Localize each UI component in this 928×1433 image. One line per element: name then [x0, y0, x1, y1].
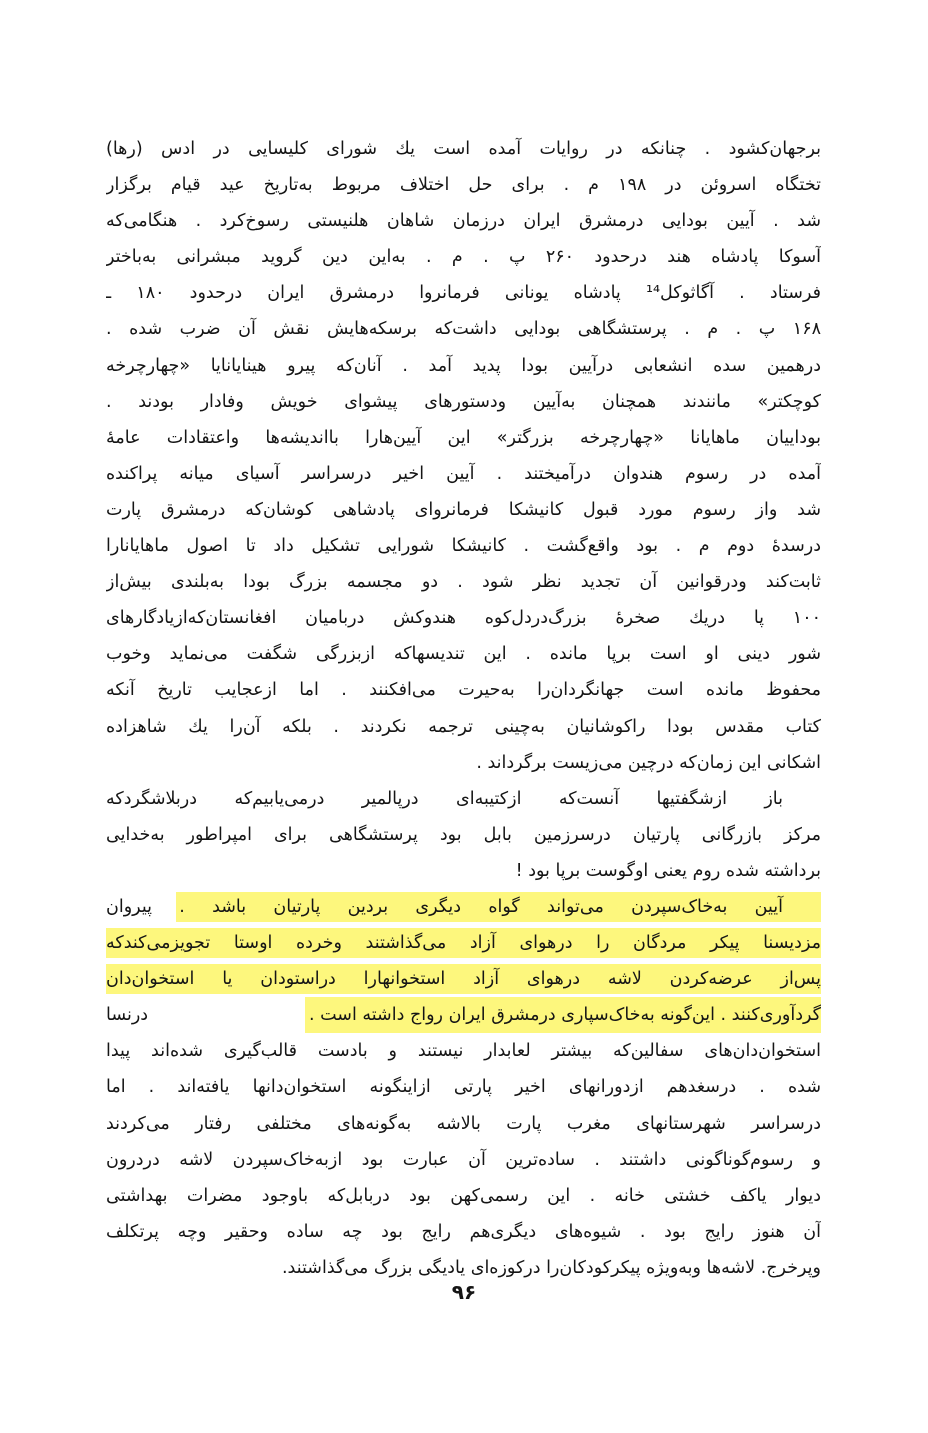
text-line: شد واز رسوم مورد قبول کانیشکا فرمانروای پادشاهی کوشان‌که درمشرق پارت — [106, 499, 821, 520]
text-line: وپرخرج. لاشه‌ها وبه‌ویژه پیکرکودکان‌را درکوزه‌ای یادیگی بزرگ می‌گذاشتند. — [281, 1257, 821, 1278]
highlighted-text: پس‌از عرضه‌کردن لاشه درهوای آزاد استخوانهارا دراستودان یا استخوان‌دان — [106, 969, 821, 990]
text-line: ۱۶۸ پ . م . پرستشگاهی بودایی داشت‌که برسکه‌هایش نقش آن ضرب شده . — [106, 319, 821, 340]
highlighted-line — [106, 889, 821, 925]
text-line: مرکز بازرگانی پارتیان درسرزمین بابل بود پرستشگاهی برای امپراطور به‌خدایی — [106, 824, 821, 845]
text-line: ثابت‌کند ودرقوانین آن تجدید نظر شود . دو مجسمه بزرگ بودا به‌بلندی بیش‌از — [106, 572, 821, 593]
highlighted-text: گردآوری‌کنند . این‌گونه به‌خاک‌سپاری درمشرق ایران رواج داشته است . — [305, 997, 821, 1033]
text-line: باز ازشگفتیها آنست‌که ازکتیبه‌ای درپالمیر درمی‌یابیم‌که دربلاشگردکه — [106, 788, 783, 809]
text-line: بوداییان ماهایانا «چهارچرخه بزرگتر» این آیین‌هارا بااندیشه‌ها واعتقادات عامهٔ — [106, 427, 821, 448]
text-line: دیوار یاکف خشتی خانه . این رسمی‌کهن بود دربابل‌که باوجود مضرات بهداشتی — [106, 1185, 821, 1206]
text-line: آسوکا پادشاه هند درحدود ۲۶۰ پ . م . به‌این دین گروید مبشرانی به‌باختر — [106, 247, 821, 268]
text-line: برجهان‌کشود . چنانکه در روایات آمده است یك شورای کلیسایی در ادس (رها) — [106, 139, 821, 159]
text-fragment: درنسا — [106, 1005, 149, 1026]
text-line: محفوظ مانده است جهانگردان‌را به‌حیرت می‌افکنند . اما ازعجایب تاریخ آنکه — [106, 680, 821, 701]
text-line: درهمین سده انشعابی درآیین بودا پدید آمد . آنان‌که پیرو هینایانایا «چهارچرخه — [106, 355, 821, 376]
highlighted-line — [106, 925, 821, 961]
text-line: شد . آیین بودایی درمشرق ایران درزمان شاهان هلنیستی رسوخ‌کرد . هنگامی‌که — [106, 211, 821, 232]
text-line: کتاب مقدس بودا راکوشانیان به‌چینی ترجمه نکردند . بلکه آن‌را یك شاهزاده — [106, 716, 821, 737]
text-line-mixed — [106, 997, 821, 1033]
highlighted-text: آیین به‌خاک‌سپردن می‌تواند گواه دیگری بردین پارتیان باشد . پیروان — [106, 896, 783, 917]
text-line: کوچکتر» مانندند همچنان به‌آیین ودستورهای پیشوای خویش وفادار بودند . — [106, 391, 821, 412]
page-number: ۹۶ — [451, 1280, 477, 1304]
text-line: شور دینی او است برپا مانده . این تندیسهاکه ازبزرگی شگفت می‌نماید وخوب — [106, 644, 821, 665]
text-line: درسدهٔ دوم م . بود واقع‌گشت . کانیشکا شورایی تشکیل داد تا اصول ماهایانارا — [106, 536, 821, 557]
text-line: فرستاد . آگاثوکل¹⁴ پادشاه یونانی فرمانروا درمشرق ایران درحدود ۱۸۰ ـ — [106, 283, 821, 304]
text-line: اشکانی این زمان‌که درچین می‌زیست برگرداند . — [476, 752, 821, 773]
highlighted-text: مزدیسنا پیکر مردگان را درهوای آزاد می‌گذاشتند وخرده اوستا تجویزمی‌کندکه — [106, 933, 821, 954]
text-line: آن هنوز رایج بود . شیوه‌های دیگری‌هم رایج بود چه ساده وحقیر وچه پرتکلف — [106, 1221, 821, 1242]
body-text — [106, 131, 821, 1286]
text-line: تختگاه اسروئن در ۱۹۸ م . برای حل اختلاف مربوط به‌تاریخ عید قیام برگزار — [106, 175, 821, 196]
text-line: ۱۰۰ پا دریك صخرهٔ بزرگ‌دردل‌کوه هندوکش درباميان افغانستان‌که‌ازیادگارهای — [106, 608, 821, 629]
highlighted-line — [106, 961, 821, 997]
text-line: استخوان‌دان‌های سفالین‌که بیشتر لعابدار نیستند و بادست قالب‌گیری شده‌اند پیدا — [106, 1041, 821, 1062]
text-line: و رسوم‌گوناگونی داشتند . ساده‌ترین آن عبارت بود ازبه‌خاک‌سپردن لاشه دردرون — [106, 1149, 821, 1170]
text-line: درسراسر شهرستانهای مغرب پارت بالاشه به‌گونه‌های مختلفی رفتار می‌کردند — [106, 1113, 821, 1134]
text-line: شده . درسغدهم ازدورانهای اخیر پارتی ازاینگونه استخوان‌دانها یافته‌اند . اما — [106, 1077, 821, 1098]
text-line: آمده در رسوم هندوان درآمیختند . آیین اخیر درسراسر آسیای میانه پراکنده — [106, 463, 821, 484]
text-line: برداشته شده روم یعنی اوگوست برپا بود ! — [515, 860, 821, 881]
